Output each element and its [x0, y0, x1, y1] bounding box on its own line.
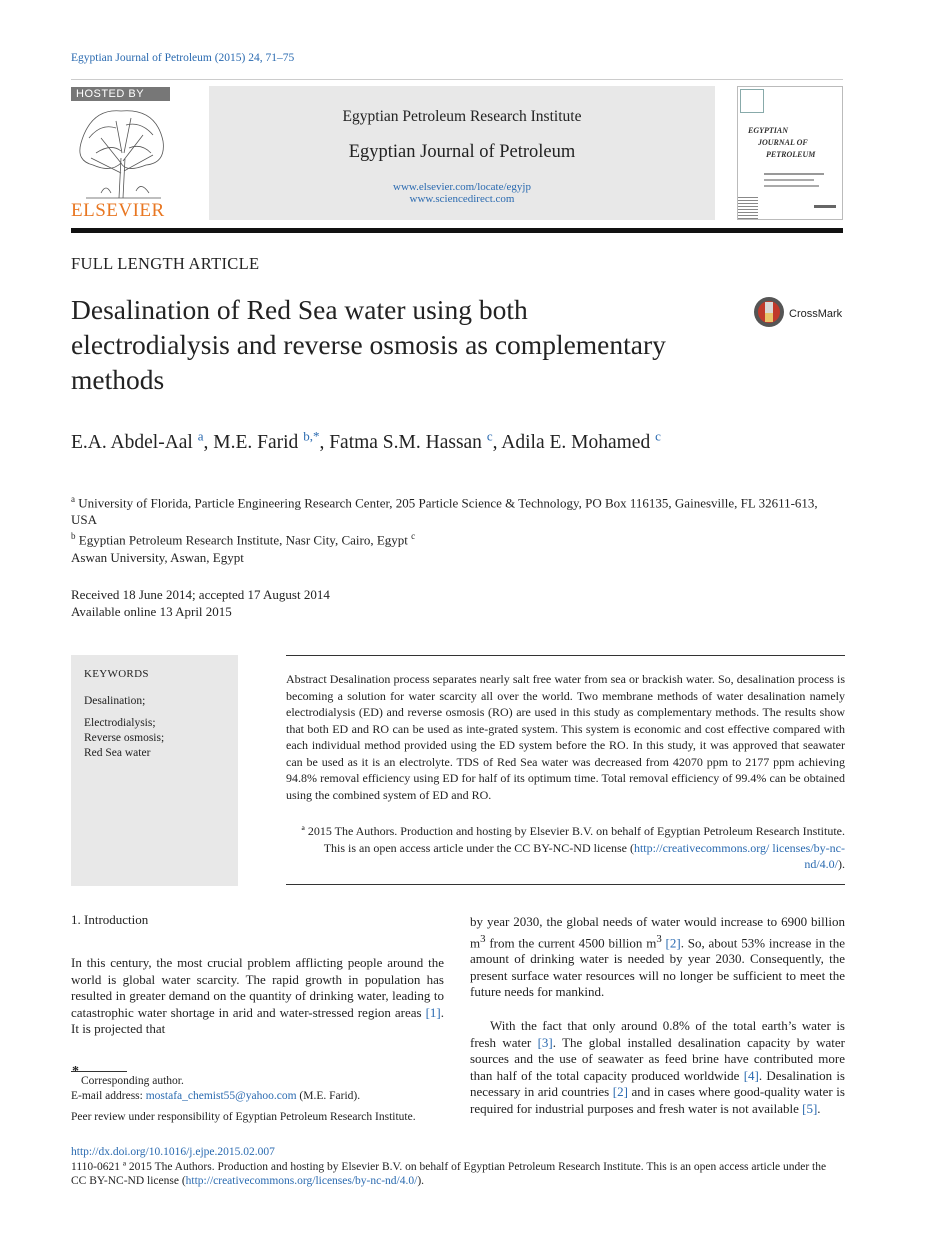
- affil-marker: b: [71, 531, 76, 542]
- paragraph-text: . Desalination is necessary in arid countries: [470, 1067, 845, 1099]
- journal-name: Egyptian Journal of Petroleum: [348, 142, 576, 162]
- affil-marker: c: [411, 531, 416, 542]
- author-name: E.A. Abdel-Aal: [71, 432, 198, 453]
- paragraph-text: . It is projected that: [71, 1004, 444, 1036]
- header-divider: [71, 79, 843, 80]
- paragraph-text: . The global installed desalination capacity by water sources and the use of seawater as feed brine have contributed more than half of the total capacity produced worldwide: [470, 1034, 845, 1083]
- affiliations: [71, 491, 843, 566]
- author-separator: ,: [203, 432, 214, 453]
- author-separator: ,: [492, 432, 502, 453]
- article-title: Desalination of Red Sea water using both electrodialysis and reverse osmosis as complementary methods: [71, 294, 666, 395]
- email-link[interactable]: mostafa_chemist55@yahoo.com: [145, 1090, 297, 1102]
- copyright-text: ª 2015 The Authors. Production and hosting by Elsevier B.V. on behalf of Egyptian Petroleum Research Institute. This is an open access article under the CC BY-NC-ND license (: [301, 824, 845, 855]
- cover-title-line2: JOURNAL OF: [758, 138, 808, 147]
- keyword: Electrodialysis;: [84, 717, 156, 729]
- hosted-by-label: HOSTED BY: [71, 87, 170, 101]
- reference-link[interactable]: [3]: [537, 1034, 553, 1050]
- copyright-end: ).: [838, 857, 845, 871]
- section-heading: 1. Introduction: [71, 912, 149, 927]
- peer-review-note: Peer review under responsibility of Egyptian Petroleum Research Institute.: [71, 1111, 416, 1123]
- paragraph-text: from the current 4500 billion m: [485, 934, 657, 950]
- keywords-box: [71, 655, 238, 886]
- crossmark-label: CrossMark: [789, 308, 843, 320]
- author-name: Fatma S.M. Hassan: [329, 432, 487, 453]
- journal-citation[interactable]: Egyptian Journal of Petroleum (2015) 24, 71–75: [71, 52, 295, 64]
- author-affil-link[interactable]: c: [655, 428, 661, 444]
- institute-name: Egyptian Petroleum Research Institute: [342, 108, 582, 125]
- license-link[interactable]: http://creativecommons.org/ licenses/by-nc-nd/4.0/: [633, 840, 845, 871]
- abstract-text: Abstract Desalination process separates nearly salt free water from sea or brackish water. So, desalination process is becoming a solution for water scarcity all over the world. Two membrane methods of water desalination namely electrodialysis (ED) and reverse osmosis (RO) are used in this study as complementary methods. The results show that both ED and RO can be used as inte-grated system. This system is economic and cost effective compared with each individual method provided using the ED system before the RO. In this study, it was approved that seawater can be used as it is an electrolyte. TDS of Red Sea water was decreased from 42070 ppm to 2177 ppm achieving 94.8% removal efficiency using ED for half of its optimum time. Total removal efficiency of 99.4% can be obtained using the combined system of ED and RO.: [286, 672, 845, 802]
- abstract-top-rule: [286, 655, 845, 656]
- received-date: Received 18 June 2014; accepted 17 August 2014: [71, 587, 330, 602]
- affiliation-a: University of Florida, Particle Engineering Research Center, 205 Particle Science & Technology, PO Box 116135, Gainesville, FL 32611-613, USA: [71, 495, 818, 528]
- reference-link[interactable]: [4]: [743, 1067, 759, 1083]
- keywords-heading: KEYWORDS: [84, 668, 149, 680]
- header-thick-rule: [71, 228, 843, 233]
- paragraph-text: With the fact that only around 0.8% of the total earth’s water is fresh water: [470, 1018, 845, 1050]
- author-name: M.E. Farid: [213, 432, 304, 453]
- reference-link[interactable]: [1]: [425, 1004, 441, 1020]
- license-end: ).: [417, 1175, 425, 1187]
- paragraph-text: .: [817, 1100, 821, 1116]
- superscript: 3: [480, 932, 486, 945]
- paragraph-text: In this century, the most crucial problem afflicting people around the world is global water scarcity. The rapid growth in population has resulted in greater demand on the quantity of drinking water, leading to catastrophic water shortage in arid and water-stressed region areas: [71, 955, 444, 1020]
- doi-link[interactable]: http://dx.doi.org/10.1016/j.ejpe.2015.02.007: [71, 1146, 275, 1158]
- author-separator: ,: [319, 432, 330, 453]
- author-affil-link[interactable]: c: [486, 428, 493, 444]
- issn-copyright: 1110-0621 ª 2015 The Authors. Production and hosting by Elsevier B.V. on behalf of Egyptian Petroleum Research Institute. This is an open access article under the CC BY-NC-ND license (: [71, 1160, 827, 1187]
- author-list: [71, 428, 661, 454]
- reference-link[interactable]: [2]: [665, 934, 681, 950]
- sciencedirect-url-link[interactable]: www.sciencedirect.com: [409, 193, 515, 205]
- cover-title-line3: PETROLEUM: [766, 150, 816, 159]
- reference-link[interactable]: [2]: [612, 1084, 628, 1099]
- paragraph-text: by year 2030, the global needs of water would increase to 6900 billion m: [470, 914, 845, 950]
- footnote-star: *: [72, 1064, 79, 1079]
- body-column-2-para-1: [470, 914, 845, 1001]
- corresponding-author: Corresponding author.: [81, 1075, 184, 1087]
- doi-block: [71, 1145, 843, 1189]
- affiliation-c: Aswan University, Aswan, Egypt: [71, 549, 244, 565]
- body-column-2-para-2: [470, 1018, 845, 1117]
- author-affil-link[interactable]: b,*: [303, 428, 320, 444]
- affiliation-b: Egyptian Petroleum Research Institute, Nasr City, Cairo, Egypt: [75, 532, 412, 548]
- elsevier-tree-logo-icon: [71, 103, 170, 203]
- journal-cover-thumbnail: [737, 86, 843, 220]
- cover-title-line1: EGYPTIAN: [748, 126, 788, 135]
- abstract-copyright: [300, 823, 845, 873]
- reference-link[interactable]: [5]: [802, 1100, 818, 1116]
- body-column-1: [71, 955, 444, 1038]
- affil-marker: a: [71, 494, 75, 504]
- email-owner: (M.E. Farid).: [296, 1090, 361, 1102]
- elsevier-logo-text: ELSEVIER: [71, 200, 165, 221]
- superscript: 3: [656, 932, 662, 945]
- journal-banner: [209, 86, 715, 220]
- abstract-bottom-rule: [286, 884, 845, 885]
- keyword: Red Sea water: [84, 747, 151, 759]
- crossmark-icon[interactable]: [753, 296, 847, 328]
- article-dates: [71, 586, 330, 620]
- author-name: Adila E. Mohamed: [501, 432, 656, 453]
- author-affil-link[interactable]: a: [197, 428, 204, 444]
- paragraph-text: . So, about 53% increase in the amount of drinking water is needed by year 2030. Consequently, the present surface water resources will no longer be sufficient to meet the future needs for mankind.: [470, 934, 845, 1000]
- elsevier-url-link[interactable]: www.elsevier.com/locate/egyjp: [393, 181, 531, 193]
- online-date: Available online 13 April 2015: [71, 604, 232, 619]
- keyword: Desalination;: [84, 695, 146, 707]
- footnotes: [71, 1064, 451, 1125]
- paragraph-text: and in cases where good-quality water is required for industrial purposes and fresh water is not available: [470, 1084, 845, 1116]
- email-label: E-mail address:: [71, 1090, 146, 1102]
- license-link[interactable]: http://creativecommons.org/licenses/by-nc-nd/4.0/: [185, 1175, 418, 1187]
- keyword: Reverse osmosis;: [84, 732, 165, 744]
- article-type: FULL LENGTH ARTICLE: [71, 254, 260, 273]
